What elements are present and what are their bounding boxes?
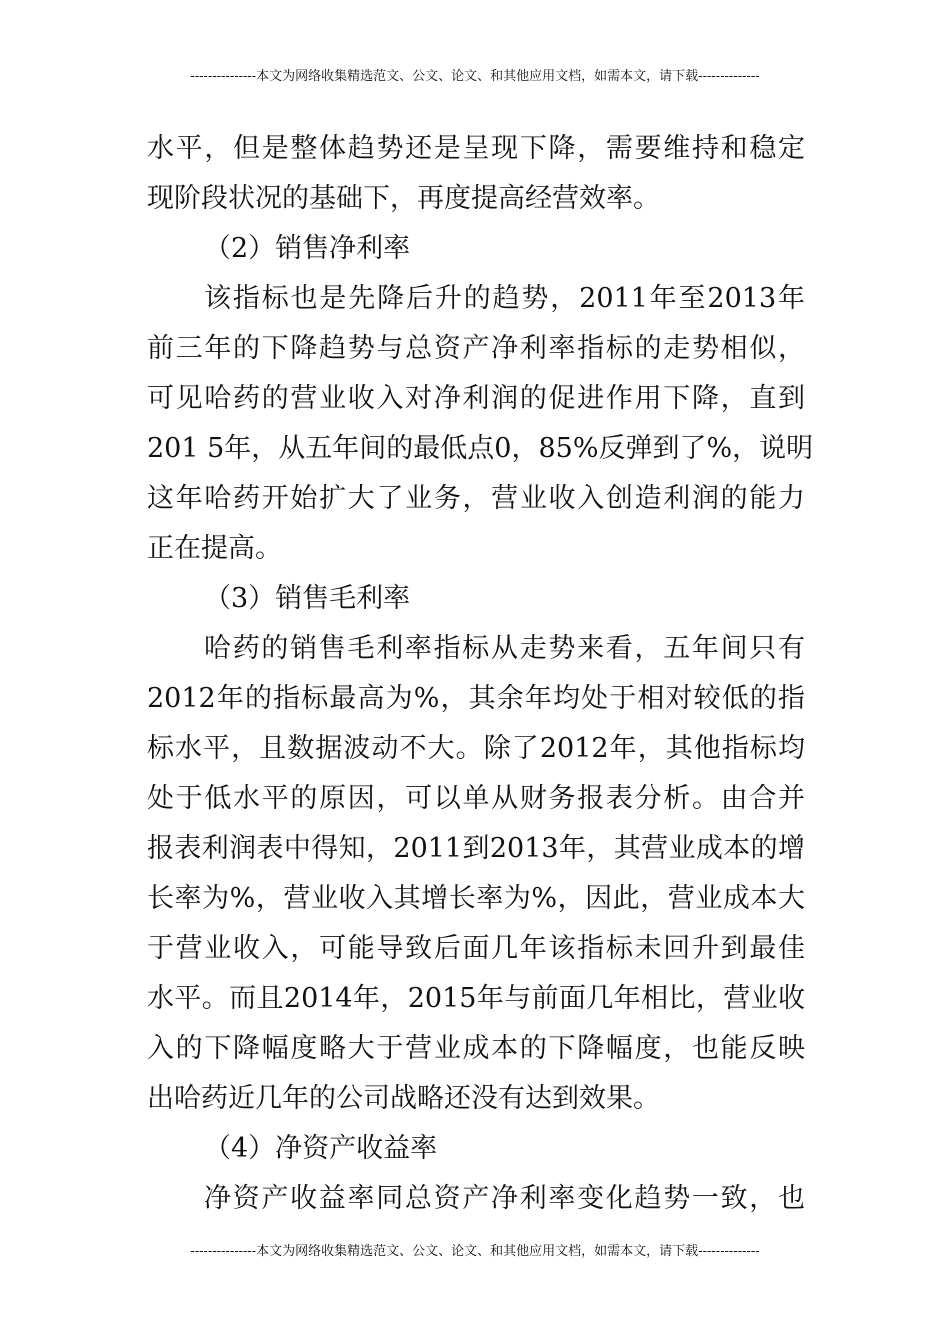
footer-banner: ---------------本文为网络收集精选范文、公文、论文、和其他应用文档，如需本文，请下载--------------: [190, 1244, 760, 1259]
document-body: [147, 124, 814, 1224]
paragraph-line: 现阶段状况的基础下，再度提高经营效率。: [147, 183, 660, 214]
section-heading-gross-profit-margin: （3）销售毛利率: [204, 583, 411, 614]
section-heading-net-profit-margin: （2）销售净利率: [204, 233, 411, 264]
section-heading-return-on-equity: （4）净资产收益率: [204, 1133, 438, 1164]
header-banner: ---------------本文为网络收集精选范文、公文、论文、和其他应用文档，如需本文，请下载--------------: [190, 69, 760, 84]
paragraph-line: 可见哈药的营业收入对净利润的促进作用下降，直到: [147, 383, 805, 414]
paragraph-line: 于营业收入，可能导致后面几年该指标未回升到最佳: [147, 933, 805, 964]
paragraph-line: 该指标也是先降后升的趋势，2011年至2013年: [204, 283, 805, 314]
paragraph-line: 哈药的销售毛利率指标从走势来看，五年间只有: [204, 633, 805, 664]
paragraph-line: 这年哈药开始扩大了业务，营业收入创造利润的能力: [147, 483, 805, 514]
paragraph-line: 标水平，且数据波动不大。除了2012年，其他指标均: [147, 733, 805, 764]
paragraph-line: 处于低水平的原因，可以单从财务报表分析。由合并: [147, 783, 805, 814]
paragraph-line: 报表利润表中得知，2011到2013年，其营业成本的增: [147, 833, 805, 864]
paragraph-line: 正在提高。: [147, 533, 282, 564]
paragraph-line: 水平，但是整体趋势还是呈现下降，需要维持和稳定: [147, 133, 805, 164]
paragraph-line: 201 5年，从五年间的最低点0，85%反弹到了%，说明: [147, 433, 814, 464]
paragraph-line: 出哈药近几年的公司战略还没有达到效果。: [147, 1083, 660, 1114]
paragraph-line: 2012年的指标最高为%，其余年均处于相对较低的指: [147, 683, 805, 714]
paragraph-line: 净资产收益率同总资产净利率变化趋势一致，也: [204, 1183, 805, 1214]
paragraph-line: 长率为%，营业收入其增长率为%，因此，营业成本大: [147, 883, 805, 914]
paragraph-line: 入的下降幅度略大于营业成本的下降幅度，也能反映: [147, 1033, 805, 1064]
paragraph-line: 前三年的下降趋势与总资产净利率指标的走势相似，: [147, 333, 805, 364]
paragraph-line: 水平。而且2014年，2015年与前面几年相比，营业收: [147, 983, 805, 1014]
